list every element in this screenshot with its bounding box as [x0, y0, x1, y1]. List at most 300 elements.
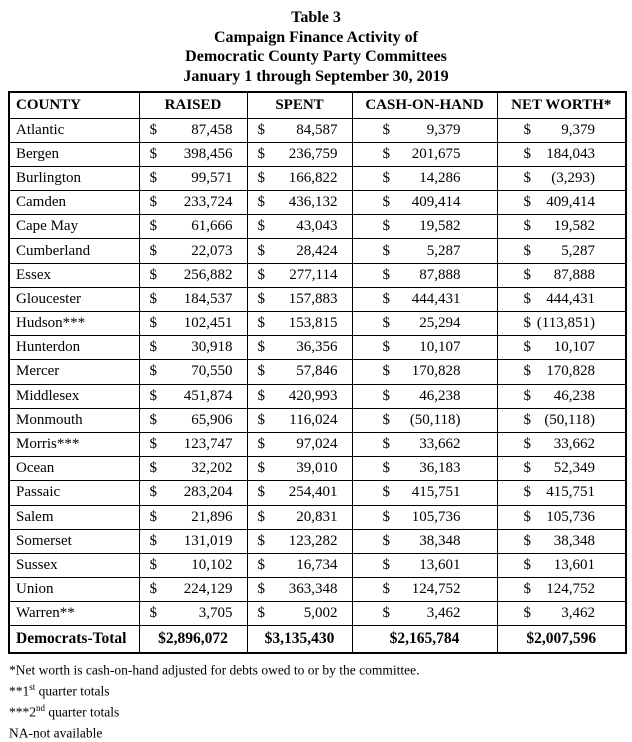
raised-value: 70,550 [191, 363, 233, 380]
cash-on-hand-cell [352, 239, 497, 263]
table-row [9, 384, 626, 408]
cash-on-hand-cell [352, 457, 497, 481]
spent-cell [247, 384, 352, 408]
dollar-sign: $ [382, 484, 390, 501]
raised-cell [139, 505, 247, 529]
dollar-sign: $ [149, 145, 157, 162]
header-net-worth: NET WORTH* [497, 92, 626, 118]
table-title-line4: January 1 through September 30, 2019 [183, 67, 449, 85]
raised-cell [139, 166, 247, 190]
dollar-sign: $ [523, 339, 531, 356]
raised-value: 65,906 [191, 411, 233, 428]
raised-cell [139, 602, 247, 626]
county-name: Burlington [9, 166, 139, 190]
spent-value: 236,759 [288, 145, 338, 162]
net-worth-value: (3,293) [551, 169, 595, 186]
dollar-sign: $ [523, 363, 531, 380]
dollar-sign: $ [523, 411, 531, 428]
net-worth-value: 38,348 [553, 532, 595, 549]
dollar-sign: $ [257, 556, 265, 573]
net-worth-value: 52,349 [553, 460, 595, 477]
cash-on-hand-value: 14,286 [419, 169, 461, 186]
dollar-sign: $ [149, 339, 157, 356]
net-worth-cell [497, 142, 626, 166]
total-cash-on-hand: $2,165,784 [352, 626, 497, 653]
dollar-sign: $ [382, 145, 390, 162]
dollar-sign: $ [257, 339, 265, 356]
dollar-sign: $ [523, 605, 531, 622]
table-row [9, 481, 626, 505]
dollar-sign: $ [523, 218, 531, 235]
county-name: Somerset [9, 529, 139, 553]
net-worth-value: 105,736 [546, 508, 595, 525]
cash-on-hand-value: 25,294 [419, 315, 461, 332]
dollar-sign: $ [382, 411, 390, 428]
spent-value: 436,132 [288, 194, 338, 211]
cash-on-hand-cell [352, 336, 497, 360]
raised-value: 184,537 [183, 290, 233, 307]
dollar-sign: $ [149, 460, 157, 477]
dollar-sign: $ [382, 339, 390, 356]
county-name: Hudson*** [9, 312, 139, 336]
cash-on-hand-cell [352, 408, 497, 432]
dollar-sign: $ [257, 290, 265, 307]
table-row [9, 529, 626, 553]
net-worth-value: 10,107 [553, 339, 595, 356]
cash-on-hand-cell [352, 529, 497, 553]
county-name: Bergen [9, 142, 139, 166]
dollar-sign: $ [149, 436, 157, 453]
table-row [9, 336, 626, 360]
net-worth-value: 170,828 [546, 363, 595, 380]
total-spent: $3,135,430 [247, 626, 352, 653]
raised-value: 256,882 [183, 266, 233, 283]
spent-cell [247, 142, 352, 166]
cash-on-hand-value: 36,183 [419, 460, 461, 477]
net-worth-value: 33,662 [553, 436, 595, 453]
dollar-sign: $ [382, 290, 390, 307]
spent-value: 123,282 [288, 532, 338, 549]
header-cash-on-hand: CASH-ON-HAND [352, 92, 497, 118]
raised-cell [139, 118, 247, 142]
dollar-sign: $ [382, 460, 390, 477]
table-row [9, 142, 626, 166]
dollar-sign: $ [523, 387, 531, 404]
dollar-sign: $ [382, 363, 390, 380]
dollar-sign: $ [149, 363, 157, 380]
net-worth-value: 46,238 [553, 387, 595, 404]
dollar-sign: $ [523, 121, 531, 138]
dollar-sign: $ [257, 532, 265, 549]
spent-value: 254,401 [288, 484, 338, 501]
cash-on-hand-value: 105,736 [411, 508, 461, 525]
county-name: Ocean [9, 457, 139, 481]
cash-on-hand-value: (50,118) [409, 411, 461, 428]
county-name: Cumberland [9, 239, 139, 263]
net-worth-cell [497, 360, 626, 384]
dollar-sign: $ [523, 556, 531, 573]
dollar-sign: $ [257, 194, 265, 211]
cash-on-hand-cell [352, 432, 497, 456]
dollar-sign: $ [382, 605, 390, 622]
raised-cell [139, 287, 247, 311]
raised-value: 10,102 [191, 556, 233, 573]
raised-cell [139, 312, 247, 336]
cash-on-hand-value: 13,601 [419, 556, 461, 573]
raised-value: 233,724 [183, 194, 233, 211]
raised-cell [139, 142, 247, 166]
net-worth-cell [497, 408, 626, 432]
dollar-sign: $ [523, 315, 531, 332]
raised-cell [139, 432, 247, 456]
net-worth-cell [497, 336, 626, 360]
net-worth-value: (50,118) [544, 411, 595, 428]
dollar-sign: $ [382, 121, 390, 138]
cash-on-hand-value: 3,462 [426, 605, 461, 622]
raised-cell [139, 191, 247, 215]
table-row [9, 312, 626, 336]
dollar-sign: $ [257, 145, 265, 162]
dollar-sign: $ [382, 242, 390, 259]
footnote-na: NA-not available [9, 725, 103, 741]
spent-value: 116,024 [289, 411, 338, 428]
raised-value: 102,451 [183, 315, 233, 332]
table-row [9, 263, 626, 287]
spent-value: 5,002 [303, 605, 338, 622]
raised-cell [139, 529, 247, 553]
spent-value: 20,831 [296, 508, 338, 525]
dollar-sign: $ [382, 532, 390, 549]
spent-value: 84,587 [296, 121, 338, 138]
net-worth-cell [497, 263, 626, 287]
county-name: Essex [9, 263, 139, 287]
dollar-sign: $ [149, 194, 157, 211]
dollar-sign: $ [382, 315, 390, 332]
net-worth-cell [497, 191, 626, 215]
table-row [9, 578, 626, 602]
footnotes [9, 658, 632, 742]
net-worth-cell [497, 312, 626, 336]
spent-value: 157,883 [288, 290, 338, 307]
raised-value: 3,705 [198, 605, 233, 622]
cash-on-hand-value: 10,107 [419, 339, 461, 356]
net-worth-cell [497, 481, 626, 505]
dollar-sign: $ [149, 532, 157, 549]
table-row [9, 191, 626, 215]
table-row [9, 457, 626, 481]
total-label: Democrats-Total [9, 626, 139, 653]
dollar-sign: $ [523, 194, 531, 211]
cash-on-hand-value: 201,675 [411, 145, 461, 162]
cash-on-hand-cell [352, 602, 497, 626]
dollar-sign: $ [149, 605, 157, 622]
dollar-sign: $ [523, 581, 531, 598]
county-name: Salem [9, 505, 139, 529]
raised-cell [139, 336, 247, 360]
raised-value: 61,666 [191, 218, 233, 235]
spent-value: 16,734 [296, 556, 338, 573]
net-worth-cell [497, 505, 626, 529]
dollar-sign: $ [257, 484, 265, 501]
spent-cell [247, 457, 352, 481]
cash-on-hand-value: 124,752 [411, 581, 461, 598]
footnote-net-worth: *Net worth is cash-on-hand adjusted for debts owed to or by the committee. [9, 662, 420, 678]
dollar-sign: $ [523, 290, 531, 307]
spent-value: 153,815 [288, 315, 338, 332]
dollar-sign: $ [257, 411, 265, 428]
table-row [9, 602, 626, 626]
dollar-sign: $ [523, 532, 531, 549]
dollar-sign: $ [257, 363, 265, 380]
cash-on-hand-value: 87,888 [419, 266, 461, 283]
raised-value: 123,747 [183, 436, 233, 453]
spent-value: 363,348 [288, 581, 338, 598]
cash-on-hand-value: 19,582 [419, 218, 461, 235]
net-worth-value: 415,751 [546, 484, 595, 501]
cash-on-hand-value: 444,431 [411, 290, 461, 307]
table-row [9, 408, 626, 432]
dollar-sign: $ [523, 460, 531, 477]
total-raised: $2,896,072 [139, 626, 247, 653]
dollar-sign: $ [257, 508, 265, 525]
cash-on-hand-value: 33,662 [419, 436, 461, 453]
table-row [9, 166, 626, 190]
net-worth-cell [497, 239, 626, 263]
cash-on-hand-cell [352, 287, 497, 311]
dollar-sign: $ [382, 194, 390, 211]
dollar-sign: $ [257, 121, 265, 138]
dollar-sign: $ [523, 242, 531, 259]
cash-on-hand-value: 5,287 [426, 242, 461, 259]
spent-value: 43,043 [296, 218, 338, 235]
table-row [9, 118, 626, 142]
net-worth-value: 409,414 [546, 194, 595, 211]
spent-value: 36,356 [296, 339, 338, 356]
net-worth-cell [497, 287, 626, 311]
spent-cell [247, 118, 352, 142]
cash-on-hand-value: 409,414 [411, 194, 461, 211]
dollar-sign: $ [523, 508, 531, 525]
table-row [9, 553, 626, 577]
spent-cell [247, 166, 352, 190]
cash-on-hand-value: 46,238 [419, 387, 461, 404]
raised-value: 21,896 [191, 508, 233, 525]
dollar-sign: $ [257, 169, 265, 186]
spent-cell [247, 360, 352, 384]
dollar-sign: $ [382, 556, 390, 573]
raised-value: 32,202 [191, 460, 233, 477]
spent-cell [247, 312, 352, 336]
table-row [9, 239, 626, 263]
raised-cell [139, 215, 247, 239]
spent-value: 97,024 [296, 436, 338, 453]
dollar-sign: $ [382, 218, 390, 235]
cash-on-hand-cell [352, 142, 497, 166]
cash-on-hand-cell [352, 360, 497, 384]
header-raised: RAISED [139, 92, 247, 118]
spent-cell [247, 239, 352, 263]
dollar-sign: $ [523, 484, 531, 501]
dollar-sign: $ [523, 169, 531, 186]
raised-cell [139, 553, 247, 577]
header-row [9, 92, 626, 118]
county-name: Monmouth [9, 408, 139, 432]
dollar-sign: $ [149, 387, 157, 404]
net-worth-cell [497, 215, 626, 239]
net-worth-cell [497, 166, 626, 190]
raised-cell [139, 263, 247, 287]
spent-value: 28,424 [296, 242, 338, 259]
cash-on-hand-value: 170,828 [411, 363, 461, 380]
dollar-sign: $ [149, 169, 157, 186]
dollar-sign: $ [257, 266, 265, 283]
spent-cell [247, 287, 352, 311]
net-worth-cell [497, 529, 626, 553]
table-number-title: Table 3 [291, 9, 341, 26]
county-name: Atlantic [9, 118, 139, 142]
cash-on-hand-value: 9,379 [426, 121, 461, 138]
raised-value: 22,073 [191, 242, 233, 259]
dollar-sign: $ [257, 460, 265, 477]
raised-value: 283,204 [183, 484, 233, 501]
spent-cell [247, 505, 352, 529]
cash-on-hand-cell [352, 166, 497, 190]
spent-value: 420,993 [288, 387, 338, 404]
raised-cell [139, 360, 247, 384]
raised-value: 99,571 [191, 169, 233, 186]
net-worth-cell [497, 384, 626, 408]
county-name: Passaic [9, 481, 139, 505]
spent-cell [247, 432, 352, 456]
table-row [9, 432, 626, 456]
net-worth-value: 5,287 [561, 242, 595, 259]
net-worth-cell [497, 578, 626, 602]
cash-on-hand-cell [352, 215, 497, 239]
raised-cell [139, 578, 247, 602]
spent-cell [247, 602, 352, 626]
cash-on-hand-cell [352, 578, 497, 602]
dollar-sign: $ [382, 581, 390, 598]
table-row [9, 360, 626, 384]
cash-on-hand-cell [352, 505, 497, 529]
county-name: Morris*** [9, 432, 139, 456]
dollar-sign: $ [149, 508, 157, 525]
table-title-block [0, 8, 632, 86]
spent-cell [247, 578, 352, 602]
table-row [9, 215, 626, 239]
footnote-second-quarter: ***2nd quarter totals [9, 702, 120, 720]
cash-on-hand-cell [352, 191, 497, 215]
dollar-sign: $ [523, 436, 531, 453]
dollar-sign: $ [257, 315, 265, 332]
dollar-sign: $ [257, 387, 265, 404]
footnote-first-quarter: **1st quarter totals [9, 681, 110, 699]
table-body [9, 118, 626, 626]
net-worth-value: 13,601 [553, 556, 595, 573]
cash-on-hand-cell [352, 481, 497, 505]
net-worth-cell [497, 432, 626, 456]
county-name: Mercer [9, 360, 139, 384]
net-worth-value: 19,582 [553, 218, 595, 235]
dollar-sign: $ [149, 290, 157, 307]
dollar-sign: $ [149, 556, 157, 573]
dollar-sign: $ [149, 242, 157, 259]
spent-cell [247, 263, 352, 287]
county-name: Union [9, 578, 139, 602]
spent-cell [247, 529, 352, 553]
dollar-sign: $ [149, 218, 157, 235]
raised-cell [139, 408, 247, 432]
county-name: Cape May [9, 215, 139, 239]
net-worth-value: 9,379 [561, 121, 595, 138]
raised-value: 87,458 [191, 121, 233, 138]
dollar-sign: $ [257, 242, 265, 259]
spent-cell [247, 553, 352, 577]
dollar-sign: $ [149, 121, 157, 138]
dollar-sign: $ [382, 266, 390, 283]
spent-value: 39,010 [296, 460, 338, 477]
total-row [9, 626, 626, 653]
dollar-sign: $ [149, 411, 157, 428]
county-name: Gloucester [9, 287, 139, 311]
header-spent: SPENT [247, 92, 352, 118]
raised-cell [139, 384, 247, 408]
spent-cell [247, 481, 352, 505]
cash-on-hand-cell [352, 263, 497, 287]
spent-cell [247, 191, 352, 215]
header-county: COUNTY [9, 92, 139, 118]
raised-value: 398,456 [183, 145, 233, 162]
raised-cell [139, 481, 247, 505]
table-row [9, 287, 626, 311]
spent-value: 57,846 [296, 363, 338, 380]
cash-on-hand-cell [352, 312, 497, 336]
spent-cell [247, 215, 352, 239]
raised-value: 131,019 [183, 532, 233, 549]
county-name: Warren** [9, 602, 139, 626]
dollar-sign: $ [382, 436, 390, 453]
spent-value: 277,114 [289, 266, 338, 283]
spent-cell [247, 408, 352, 432]
net-worth-cell [497, 118, 626, 142]
net-worth-cell [497, 457, 626, 481]
dollar-sign: $ [149, 484, 157, 501]
dollar-sign: $ [382, 169, 390, 186]
dollar-sign: $ [149, 581, 157, 598]
county-name: Sussex [9, 553, 139, 577]
dollar-sign: $ [149, 266, 157, 283]
net-worth-value: 87,888 [553, 266, 595, 283]
dollar-sign: $ [149, 315, 157, 332]
dollar-sign: $ [523, 145, 531, 162]
county-name: Camden [9, 191, 139, 215]
dollar-sign: $ [523, 266, 531, 283]
net-worth-value: 3,462 [561, 605, 595, 622]
cash-on-hand-value: 415,751 [411, 484, 461, 501]
total-net-worth: $2,007,596 [497, 626, 626, 653]
raised-value: 451,874 [183, 387, 233, 404]
dollar-sign: $ [257, 218, 265, 235]
net-worth-value: 444,431 [546, 290, 595, 307]
county-name: Middlesex [9, 384, 139, 408]
spent-value: 166,822 [288, 169, 338, 186]
spent-cell [247, 336, 352, 360]
dollar-sign: $ [257, 605, 265, 622]
net-worth-value: 124,752 [546, 581, 595, 598]
table-title-line3: Democratic County Party Committees [185, 48, 447, 65]
net-worth-cell [497, 602, 626, 626]
raised-value: 224,129 [183, 581, 233, 598]
